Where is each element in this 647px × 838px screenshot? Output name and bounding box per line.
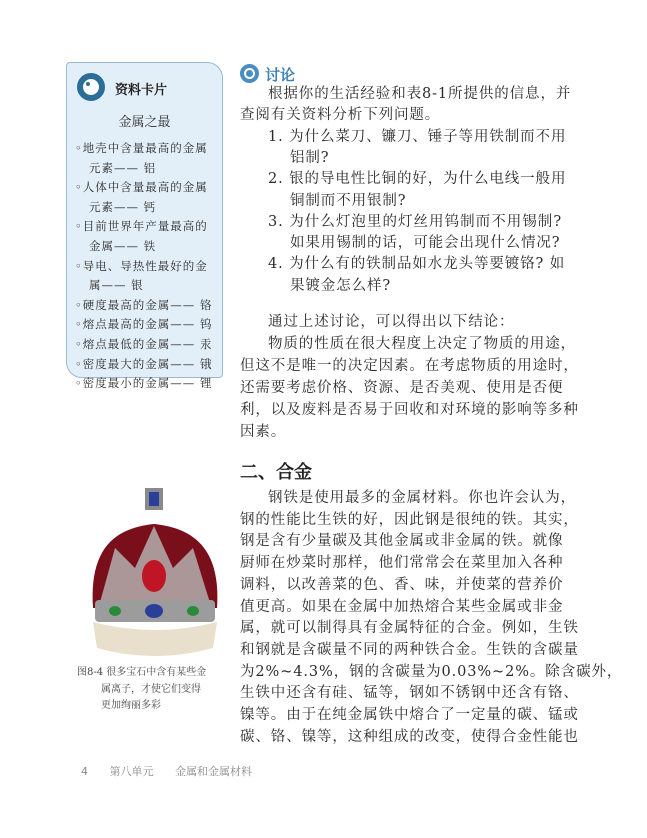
card-list-item: ◦密度最小的金属—— 锂 — [75, 376, 213, 391]
card-list-item: ◦地壳中含量最高的金属 — [75, 141, 208, 155]
section-text: 镍等。由于在纯金属铁中熔合了一定量的碳、锰或 — [240, 707, 579, 723]
crown-image — [85, 488, 225, 660]
discussion-question: 铜制而不用银制? — [290, 192, 407, 209]
crown-ermine — [93, 622, 217, 656]
section-text: 生铁中还含有硅、锰等，钢如不锈钢中还含有铬、 — [240, 685, 579, 702]
unit-title: 金属和金属材料 — [175, 765, 252, 778]
caption-line: 图8-4 很多宝石中含有某些金 — [77, 667, 207, 678]
discussion-icon — [240, 64, 259, 83]
info-card-list — [75, 139, 212, 394]
section-text: 值更高。如果在金属中加热熔合某些金属或非金 — [240, 598, 564, 615]
card-list-item: 元素—— 铝 — [89, 160, 157, 175]
section-text: 碳、铬、镍等，这种组成的改变，使得合金性能也 — [240, 728, 579, 745]
card-list-item: 金属—— 铁 — [89, 238, 157, 253]
section-heading: 二、合金 — [240, 462, 312, 483]
crown-ruby — [142, 560, 166, 592]
crown-sapphire — [145, 604, 163, 618]
figure-caption — [77, 665, 206, 715]
conclusion-text: 还需要考虑价格、资源、是否美观、使用是否便 — [240, 380, 564, 396]
card-list-item: ◦密度最大的金属—— 锇 — [75, 356, 213, 371]
section-text: 属，就可以制得具有金属特征的合金。例如，生铁 — [240, 620, 579, 637]
section-text: 为2%~4.3%，钢的含碳量为0.03%~2%。除含碳外， — [240, 663, 623, 680]
discussion-intro: 查阅有关资料分析下列问题。 — [240, 107, 441, 124]
conclusion-text: 利，以及废料是否易于回收和对环境的影响等多种 — [240, 402, 579, 418]
unit-label: 第八单元 — [109, 765, 154, 778]
info-card-title: 资料卡片 — [115, 83, 168, 98]
crown-emerald — [187, 606, 199, 616]
page-number: 4 — [81, 765, 88, 778]
card-list-item: ◦硬度最高的金属—— 铬 — [75, 297, 213, 312]
caption-line: 属离子，才使它们变得 — [101, 683, 201, 695]
discussion-question: 2. 银的导电性比铜的好，为什么电线一般用 — [268, 171, 567, 188]
card-list-item: ◦导电、导热性最好的金 — [75, 258, 208, 273]
discussion-question: 果镀金怎么样? — [290, 277, 392, 294]
conclusion-lead: 通过上述讨论，可以得出以下结论： — [268, 314, 515, 330]
card-list-item: ◦人体中含量最高的金属 — [75, 180, 208, 195]
conclusion-text: 物质的性质在很大程度上决定了物质的用途， — [268, 336, 576, 352]
info-card — [66, 62, 223, 391]
caption-line: 更加绚丽多彩 — [101, 700, 161, 711]
info-card-subtitle: 金属之最 — [118, 115, 171, 130]
discussion-question: 铝制? — [290, 149, 330, 166]
discussion-question: 1. 为什么菜刀、镰刀、锤子等用铁制而不用 — [268, 128, 567, 145]
card-list-item: 属—— 银 — [89, 278, 144, 293]
section-text: 调料，以改善菜的色、香、味，并使菜的营养价 — [240, 576, 564, 593]
discussion-intro: 根据你的生活经验和表8-1所提供的信息，并 — [268, 86, 572, 102]
section-text: 钢铁是使用最多的金属材料。你也许会认为， — [268, 490, 576, 506]
crown-emerald — [109, 606, 121, 616]
card-list-item: ◦熔点最高的金属—— 钨 — [75, 317, 213, 332]
card-list-item: ◦熔点最低的金属—— 汞 — [75, 336, 213, 351]
cross-gem — [149, 492, 159, 506]
page-footer — [81, 763, 270, 779]
conclusion-text: 但这不是唯一的决定因素。在考虑物质的用途时， — [240, 358, 579, 374]
info-card-icon — [77, 73, 105, 101]
discussion-title: 讨论 — [265, 66, 296, 84]
section-text: 厨师在炒菜时那样，他们常常会在菜里加入各种 — [240, 555, 564, 572]
section-text: 钢的性能比生铁的好，因此钢是很纯的铁。其实， — [240, 511, 579, 528]
card-list-item: 元素—— 钙 — [89, 199, 157, 214]
card-list-item: ◦目前世界年产量最高的 — [75, 219, 208, 234]
discussion-question: 3. 为什么灯泡里的灯丝用钨制而不用锡制? — [268, 213, 562, 230]
section-text: 和钢就是含碳量不同的两种铁合金。生铁的含碳量 — [240, 641, 579, 658]
discussion-question: 4. 为什么有的铁制品如水龙头等要镀铬? 如 — [268, 256, 566, 273]
section-text: 钢是含有少量碳及其他金属或非金属的铁。就像 — [240, 533, 564, 550]
discussion-question: 如果用锡制的话，可能会出现什么情况? — [290, 235, 561, 252]
conclusion-text: 因素。 — [240, 424, 287, 440]
